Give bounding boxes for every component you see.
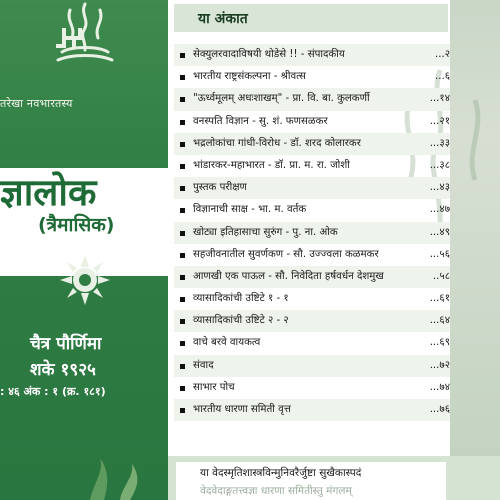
- toc-page: ...६: [434, 71, 450, 83]
- toc-item: [174, 111, 450, 133]
- toc-item: [174, 288, 450, 310]
- issue-month: चैत्र पौर्णिमा: [30, 334, 102, 354]
- toc-item: [174, 88, 450, 110]
- magazine-frequency: (त्रैमासिक): [38, 214, 115, 236]
- toc-item: [174, 44, 450, 66]
- toc-entry: "ऊर्ध्वमूलम् अधःशाखम्" - प्रा. वि. बा. कुलकर्णी: [193, 93, 370, 105]
- toc-item: [174, 244, 450, 266]
- toc-entry: भांडारकर-महाभारत - डॉ. प्रा. म. रा. जोशी: [193, 159, 350, 171]
- issue-shake-year: शके १९२५: [30, 360, 96, 380]
- toc-item: [174, 332, 450, 354]
- toc-entry: साभार पोच: [193, 381, 235, 393]
- toc-page: ...७६: [429, 404, 450, 415]
- toc-page: ...६९: [429, 337, 450, 349]
- toc-entry: खोट्या इतिहासाचा सुरुंग - पु. ना. ओक: [193, 226, 338, 238]
- toc-page: ...७२: [429, 359, 450, 371]
- toc-page: ...२: [434, 49, 450, 60]
- toc-page: ...६१: [429, 293, 450, 305]
- toc-entry: विज्ञानाची साक्ष - भा. म. वर्तक: [193, 204, 307, 216]
- toc-entry: व्यासादिकांची उष्टिटे १ - १: [193, 293, 289, 305]
- toc-page: ...३८: [429, 159, 450, 171]
- issue-volume: : ४६ अंक : १ (क्र. १८१): [0, 385, 106, 398]
- toc-item: [174, 155, 450, 177]
- toc-page: ...७४: [429, 381, 450, 393]
- swastika-flame-emblem-icon: [40, 0, 130, 78]
- toc-item: [174, 222, 450, 244]
- toc-entry: भद्रलोकांचा गांधी-विरोध - डॉ. शरद कोलारकर: [193, 137, 361, 149]
- leaf-ornament-icon: [70, 458, 160, 500]
- toc-page: ...१४: [429, 93, 450, 105]
- toc-item: [174, 177, 450, 199]
- toc-entry: भारतीय धारणा समिती वृत्त: [193, 404, 291, 415]
- toc-entry: आणखी एक पाऊल - सौ. निवेदिता हर्षवर्धन देशमुख: [193, 270, 384, 282]
- toc-entry: भारतीय राष्ट्रसंकल्पना - श्रीवत्स: [193, 71, 306, 83]
- sun-emblem-icon: [58, 253, 112, 307]
- toc-page: ...३३: [429, 137, 450, 149]
- toc-page: ...२१: [429, 115, 450, 127]
- sanskrit-motto-line-2: वेदवेदाङ्गतत्त्वज्ञा धारणा समितीस्तु मंगलम्: [200, 485, 352, 497]
- toc-item: [174, 133, 450, 155]
- toc-entry: सेक्युलरवादाविषयी थोडेसे !! - संपादकीय: [193, 49, 345, 60]
- toc-entry: वनस्पति विज्ञान - सु. शं. फणसळकर: [193, 115, 328, 127]
- toc-page: ...६४: [429, 315, 450, 327]
- toc-page: ...५६: [429, 248, 450, 260]
- cover-tagline: तरेखा नवभारतस्य: [0, 97, 73, 110]
- toc-page: ..५८: [432, 270, 450, 282]
- toc-page: ...४९: [429, 226, 450, 238]
- table-of-contents: [174, 44, 450, 421]
- toc-item: [174, 310, 450, 332]
- toc-item: [174, 355, 450, 377]
- toc-item: [174, 377, 450, 399]
- sanskrit-motto: या वेदस्मृतिशास्त्रविन्मुनिवरैर्जुष्टा सुखैकास्पदं: [200, 467, 362, 479]
- toc-page: ...४७: [429, 204, 450, 216]
- magazine-title: ज्ञालोक: [0, 171, 97, 214]
- toc-item: [174, 199, 450, 221]
- toc-page: ...४३: [429, 182, 450, 194]
- contents-heading: या अंकात: [198, 11, 248, 27]
- toc-item: [174, 66, 450, 88]
- toc-entry: संवाद: [193, 359, 214, 371]
- toc-entry: व्यासादिकांची उष्टिटे २ - २: [193, 315, 289, 327]
- toc-item: [174, 399, 450, 421]
- toc-entry: सहजीवनातील सुवर्णकण - सौ. उज्ज्वला कळमकर: [193, 248, 379, 260]
- toc-entry: वाचे बरवे वायकत्व: [193, 337, 261, 349]
- toc-entry: पुस्तक परीक्षण: [193, 182, 247, 194]
- toc-item: [174, 266, 450, 288]
